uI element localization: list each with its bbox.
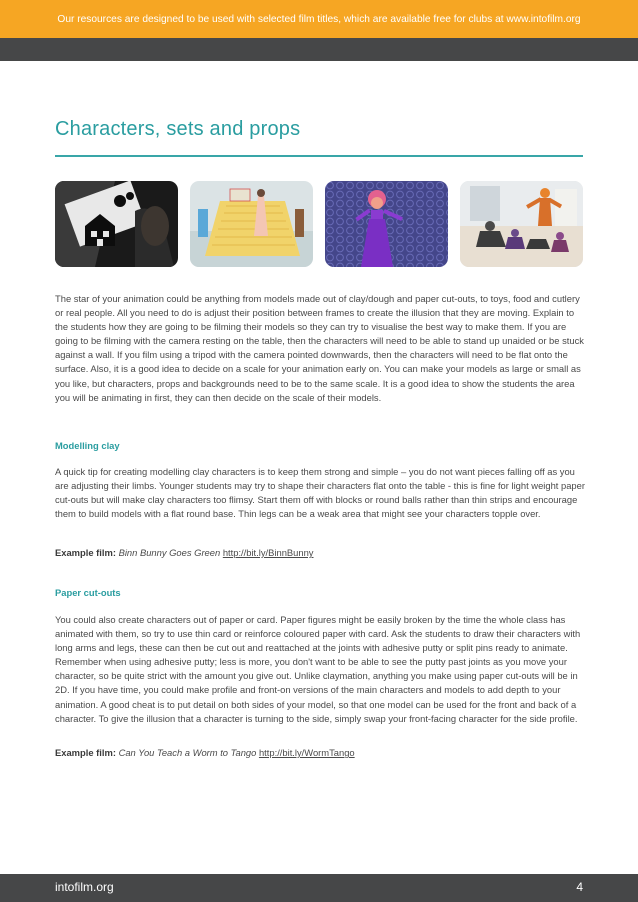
paper-example <box>55 747 355 758</box>
footer-bar <box>0 874 638 902</box>
photo-clay-figures <box>460 181 583 267</box>
intro-paragraph: The star of your animation could be anything from models made out of clay/dough and paper cut-outs, to toys, food and cutlery or real people. All you need to do is adjust their position between frames to create the illusion that they are moving. Explain to the students how they are going to be filming their models so they can try to visualise the best way to make them. If you are going to be filming with the camera resting on the table, then the characters will need to be able to stand up unaided or be stuck against a wall. If you film using a tripod with the camera pointed downwards, then the characters will need to be flat onto the surface. Also, it is a good idea to decide on a scale for your animation early on. You can make your models as large or small as you like, but characters, props and backgrounds need to be to the same scale. It is a good idea to show the students the area you will be animating in first, they can then decide on the scale of their models. <box>55 293 584 403</box>
example-film-title: Binn Bunny Goes Green <box>118 547 221 558</box>
paper-cutouts-heading: Paper cut-outs <box>55 587 121 598</box>
photo-paper-cutout-house <box>55 181 178 267</box>
modelling-clay-paragraph: A quick tip for creating modelling clay characters is to keep them strong and simple – you do not want pieces falling off as you are adjusting their limbs. Younger students may try to shape their characters flat onto the table - this is fine for light weight paper cut-outs but will make clay characters too flimsy. Start them off with blocks or round balls rather than thin strips and encourage them to build models with a flat round base. Thin legs can be a weak area that might see your characters topple over. <box>55 466 585 520</box>
modelling-example <box>55 547 314 558</box>
photo-purple-figure <box>325 181 448 267</box>
example-label: Example film: <box>55 747 116 758</box>
example-film-link[interactable]: http://bit.ly/WormTango <box>258 747 355 758</box>
top-banner <box>0 0 638 38</box>
footer-site-link[interactable]: intofilm.org <box>55 880 114 894</box>
example-film-link[interactable]: http://bit.ly/BinnBunny <box>222 547 314 558</box>
title-divider <box>55 155 583 157</box>
example-film-title: Can You Teach a Worm to Tango <box>118 747 257 758</box>
top-dark-bar <box>0 38 638 61</box>
modelling-clay-heading: Modelling clay <box>55 440 120 451</box>
paper-cutouts-paragraph: You could also create characters out of paper or card. Paper figures might be easily broken by the time the whole class has animated with them, so try to use thin card or reinforce coloured paper with card. Ask the students to draw their characters with long arms and legs, these can then be cut out and reattached at the joints with adhesive putty or split pins ready to animate. Remember when using adhesive putty; less is more, you don't want to be able to see the putty past joints as you move your character, so be quite strict with the amount you give out. Unlike claymation, anything you make using paper cut-outs will be in 2D. If you have time, you could make profile and front-on versions of the main characters and models to add depth to your animation. A good cheat is to put detail on both sides of your model, so that one model can be used for the front and back of a character. To give the illusion that a character is turning to the side, simply swap your front-facing character for the side profile. <box>55 614 581 724</box>
banner-text: Our resources are designed to be used with selected film titles, which are available free for clubs at www.intofilm.org <box>57 13 581 25</box>
example-label: Example film: <box>55 547 116 558</box>
page-title: Characters, sets and props <box>55 118 301 140</box>
page-number: 4 <box>576 880 583 894</box>
photo-drawn-set <box>190 181 313 267</box>
